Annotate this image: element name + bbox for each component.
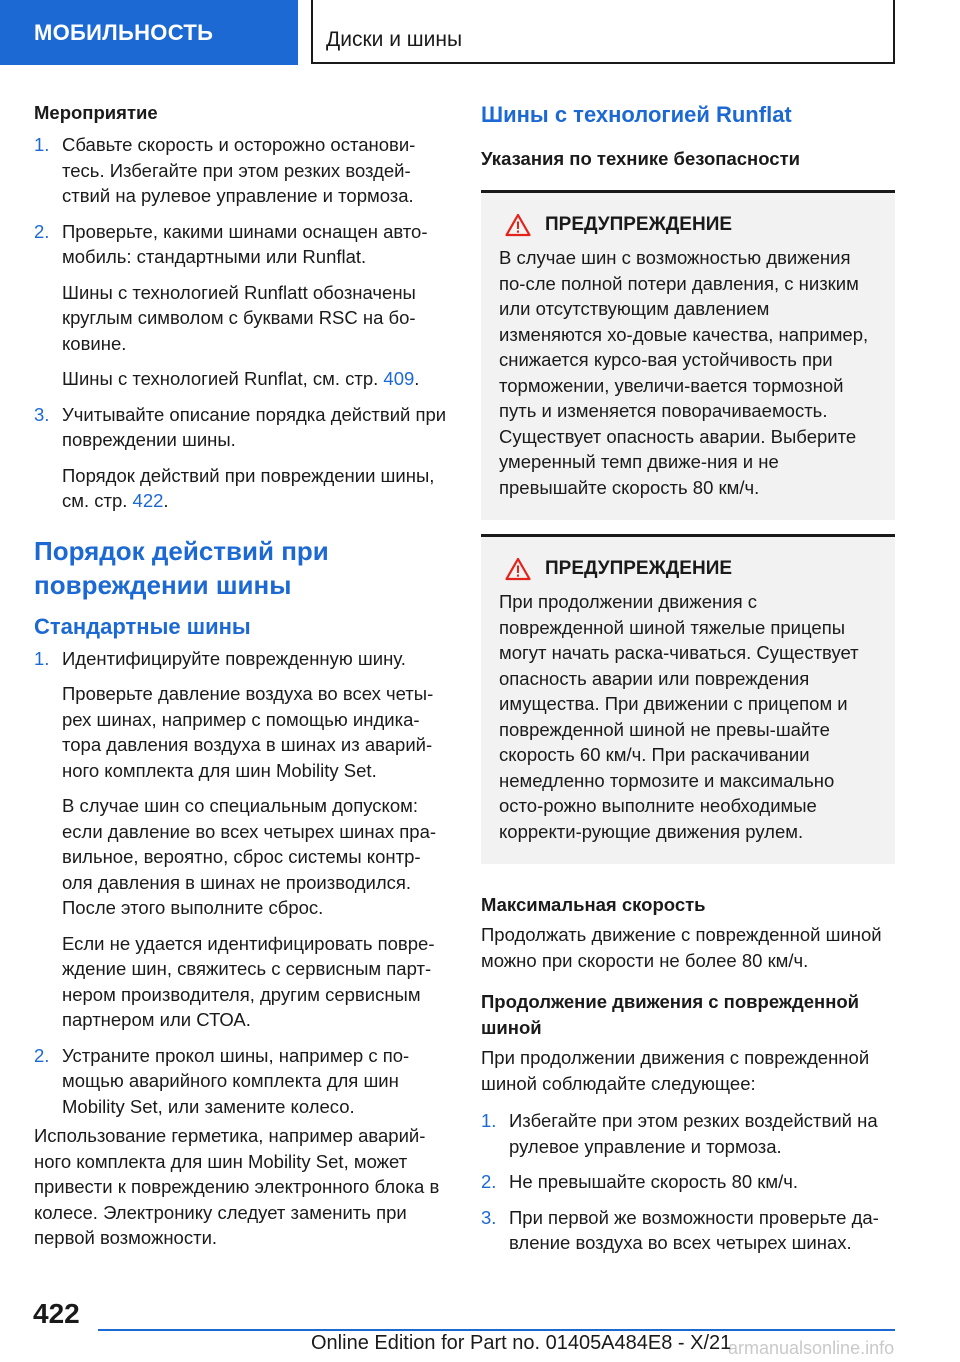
list-text: Проверьте давление воздуха во всех четы-рех шинах, например с помощью индика-тора давления воздуха в шинах из аварий-ного комплекта для шин Mobility Set. [62,683,434,781]
warning-title [505,211,877,239]
list-number: 2. [481,1171,497,1192]
cross-reference [62,366,448,392]
list-text: Избегайте при этом резких воздействий на рулевое управление и тормоза. [509,1110,878,1157]
list-number: 1. [34,134,50,155]
runflat-heading: Шины с технологией Runflat [481,102,792,127]
list-item [34,1043,448,1120]
list-item [481,1108,895,1159]
left-column [34,100,448,1251]
ref-end: . [163,490,169,511]
continue-heading: Продолжение движения с поврежденной шиной [481,991,860,1038]
ref-text: Порядок действий при повреждении шины, см. стр. [62,464,435,511]
cross-reference [62,463,448,514]
list-number: 2. [34,1044,50,1066]
max-speed-text: Продолжать движение с поврежденной шиной можно при скорости не более 80 км/ч. [481,924,882,971]
warning-triangle-icon [505,557,531,581]
edition-note: Online Edition for Part no. 01405A484E8 - X/21 [311,1332,732,1354]
right-column [481,100,895,1266]
list-item [34,402,448,514]
max-speed-heading: Максимальная скорость [481,894,706,915]
footer-divider [98,1329,895,1331]
list-text: При первой же возможности проверьте да-вление воздуха во всех четырех шинах. [509,1206,879,1253]
list-item [481,1169,895,1195]
warning-text: При продолжении движения с поврежденной шиной тяжелые прицепы могут начать раска-чиваться. Существует опасность аварии или повреждения имущества. При движении с прицепом и поврежденной шиной не превы-шайте скорость 60 км/ч. При раскачивании немедленно тормозите и максимально осто-рожно выполните необходимые корректи-рующие движения рулем. [499,591,859,842]
list-number: 1. [481,1110,497,1131]
list-item [34,132,448,209]
section-tab: МОБИЛЬНОСТЬ [0,0,298,65]
list-text: Если не удается идентифицировать повре-ждение шин, свяжитесь с сервисным парт-нером производителя, другим сервисным партнером или СТОА. [62,932,435,1030]
page-link-409[interactable]: 409 [383,368,415,389]
list-text: Шины с технологией Runflatt обозначены круглым символом с буквами RSC на бо-ковине. [62,281,416,354]
list-text: Устраните прокол шины, например с по-мощью аварийного комплекта для шин Mobility Set, или замените колесо. [62,1044,410,1117]
list-item [481,1205,895,1256]
warning-box [481,534,895,864]
measures-list [34,132,448,514]
procedure-heading: Порядок действий при повреждении шины [34,535,329,600]
list-item [34,646,448,1033]
list-text: Учитывайте описание порядка действий при повреждении шины. [62,403,447,450]
warning-title [505,555,877,583]
warning-label: ПРЕДУПРЕЖДЕНИЕ [545,214,733,235]
page-number: 422 [33,1298,80,1329]
header-divider [0,64,298,65]
warning-triangle-icon [505,213,531,237]
list-text: Сбавьте скорость и осторожно останови-тесь. Избегайте при этом резких воздей-ствий на рулевое управление и тормоза. [62,134,416,206]
warning-box [481,190,895,520]
list-item [34,219,448,392]
list-number: 2. [34,220,50,242]
watermark: armanualsonline.info [728,1338,895,1358]
list-number: 3. [34,403,50,425]
ref-end: . [414,368,420,389]
list-text: Проверьте, какими шинами оснащен авто-мобиль: стандартными или Runflat. [62,220,428,267]
warning-text: В случае шин с возможностью движения по-сле полной потери давления, с низким или отсутствующим давлением изменяются хо-довые качества, например, снижается курсо-вая устойчивость при торможении, увеличи-вается тормозной путь и изменяется поворачиваемость. Существует опасность аварии. Выберите умеренный темп движе-ния и не превышайте скорость 80 км/ч. [499,247,869,498]
list-number: 3. [481,1206,497,1228]
standard-tires-heading: Стандартные шины [34,613,251,639]
list-text: Идентифицируйте поврежденную шину. [62,647,406,669]
list-number: 1. [34,647,50,669]
chapter-title: Диски и шины [326,28,463,51]
warning-label: ПРЕДУПРЕЖДЕНИЕ [545,558,733,579]
continue-intro: При продолжении движения с поврежденной шиной соблюдайте следующее: [481,1047,870,1094]
list-text: Не превышайте скорость 80 км/ч. [509,1171,799,1192]
safety-heading: Указания по технике безопасности [481,148,800,169]
sealant-note: Использование герметика, например аварий-ного комплекта для шин Mobility Set, может привести к повреждению электронного блока в колесе. Электронику следует заменить при первой возможности. [34,1125,440,1248]
list-text: В случае шин со специальным допуском: если давление во всех четырех шинах пра-вильное, вероятно, сброс системы контр-оля давления в шинах не производился. После этого выполните сброс. [62,795,437,918]
ref-text: Шины с технологией Runflat, см. стр. [62,368,384,389]
continue-steps-list [481,1108,895,1256]
measures-heading: Мероприятие [34,102,158,123]
page-link-422[interactable]: 422 [132,490,164,511]
standard-steps-list [34,646,448,1120]
